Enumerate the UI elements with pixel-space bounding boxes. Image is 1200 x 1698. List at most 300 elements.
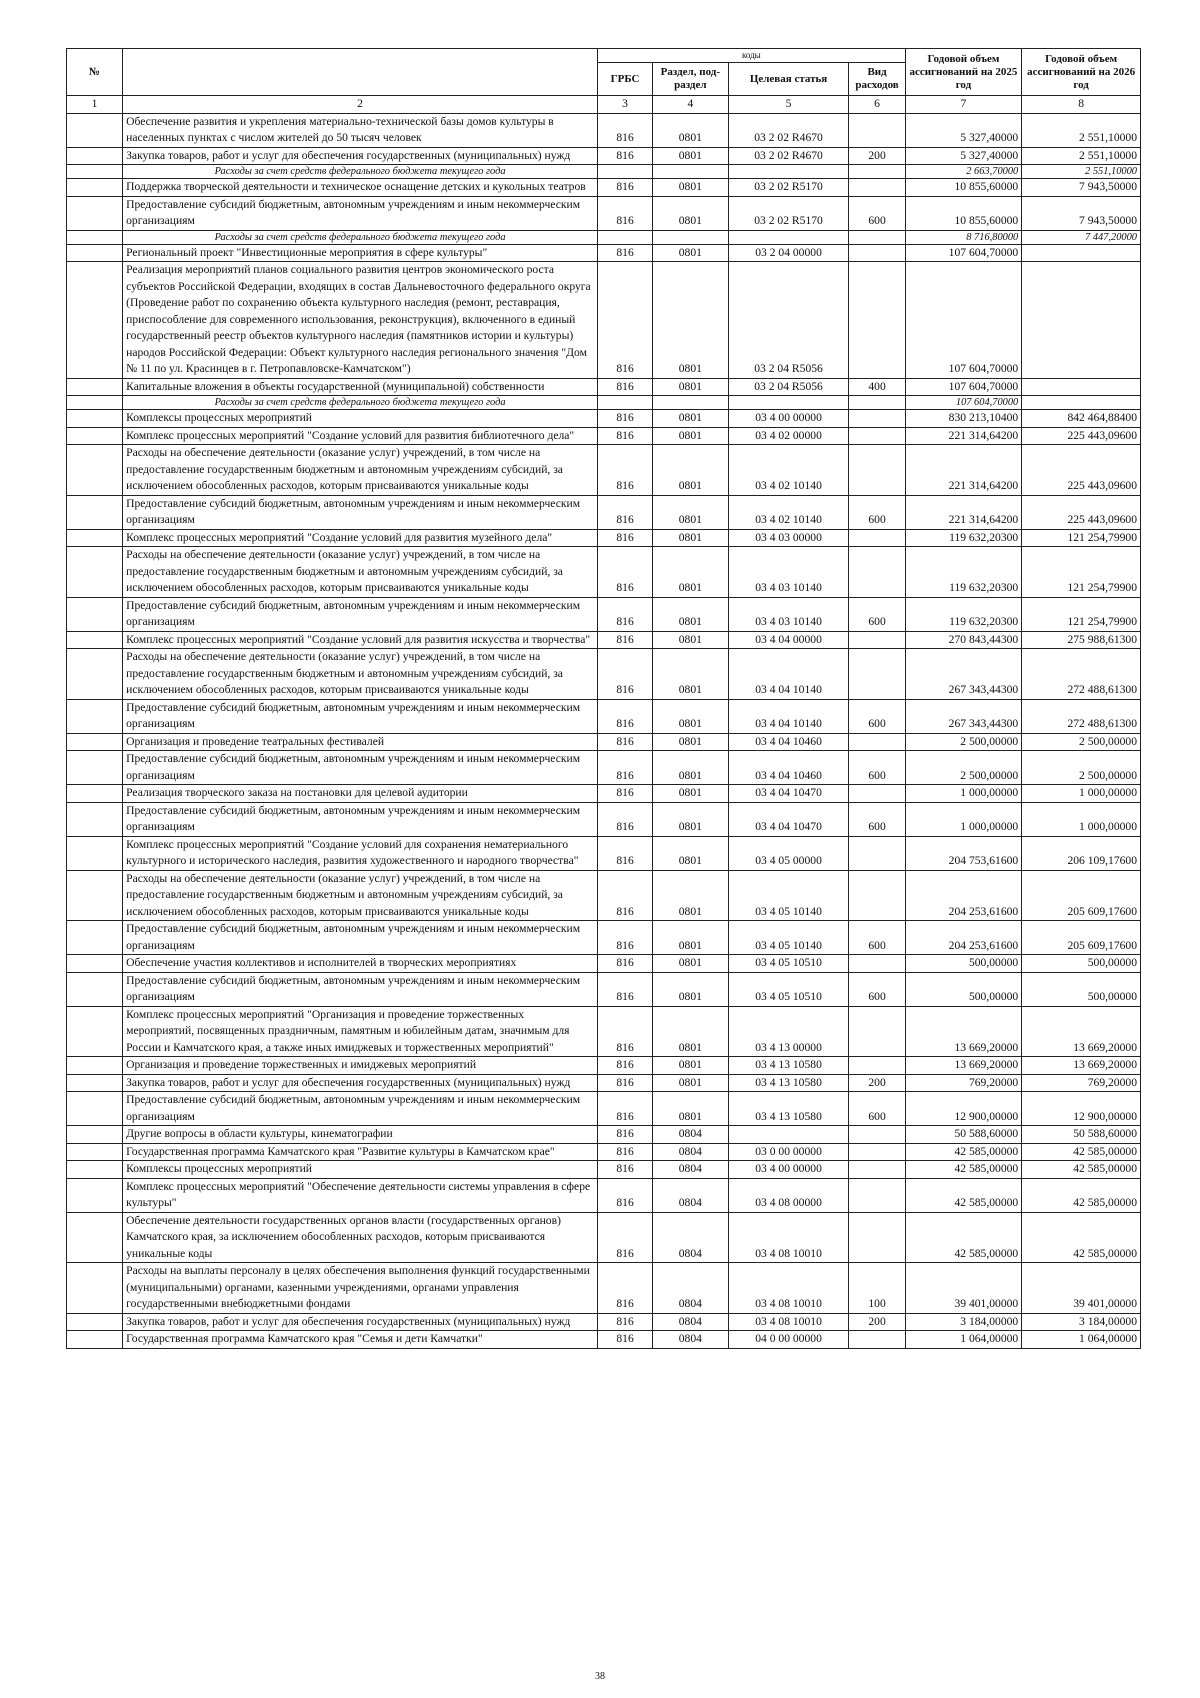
- row-number-cell: [67, 649, 123, 700]
- item-name: Комплекс процессных мероприятий "Обеспечение деятельности системы управления в сфере культуры": [123, 1178, 598, 1212]
- amount-2026: 1 000,00000: [1022, 802, 1141, 836]
- expense-kind: 100: [849, 1263, 905, 1314]
- item-name: Государственная программа Камчатского края "Развитие культуры в Камчатском крае": [123, 1143, 598, 1161]
- table-row: [67, 785, 1141, 803]
- table-row: [67, 1178, 1141, 1212]
- target-code: 03 4 05 10140: [728, 870, 849, 921]
- section-code: 0801: [653, 921, 729, 955]
- expense-kind: [849, 1057, 905, 1075]
- amount-2026: 13 669,20000: [1022, 1006, 1141, 1057]
- grbs-code: 816: [598, 1331, 653, 1349]
- grbs-code: [598, 230, 653, 244]
- grbs-code: 816: [598, 1092, 653, 1126]
- grbs-code: 816: [598, 1212, 653, 1263]
- amount-2026: [1022, 262, 1141, 379]
- grbs-code: [598, 396, 653, 410]
- row-number-cell: [67, 262, 123, 379]
- table-row: [67, 1313, 1141, 1331]
- section-code: 0801: [653, 649, 729, 700]
- row-number-cell: [67, 410, 123, 428]
- item-name: Комплекс процессных мероприятий "Организация и проведение торжественных мероприятий, посвященных праздничным, памятным и юбилейным датам, значимым для России и Камчатского края, а также иных имиджевых и торжественных мероприятий": [123, 1006, 598, 1057]
- amount-2025: 204 753,61600: [905, 836, 1022, 870]
- row-number-cell: [67, 870, 123, 921]
- row-number-cell: [67, 230, 123, 244]
- expense-kind: 600: [849, 972, 905, 1006]
- grbs-code: 816: [598, 972, 653, 1006]
- amount-2026: 2 500,00000: [1022, 751, 1141, 785]
- target-code: 03 4 03 10140: [728, 597, 849, 631]
- grbs-code: 816: [598, 785, 653, 803]
- amount-2025: 39 401,00000: [905, 1263, 1022, 1314]
- table-row: [67, 955, 1141, 973]
- expense-kind: [849, 165, 905, 179]
- item-name: Другие вопросы в области культуры, кинематографии: [123, 1126, 598, 1144]
- amount-2026: 13 669,20000: [1022, 1057, 1141, 1075]
- row-number-cell: [67, 751, 123, 785]
- amount-2026: 500,00000: [1022, 972, 1141, 1006]
- header-target: Целевая статья: [728, 63, 849, 96]
- grbs-code: 816: [598, 1057, 653, 1075]
- target-code: 03 2 02 R4670: [728, 113, 849, 147]
- amount-2026: 12 900,00000: [1022, 1092, 1141, 1126]
- header-row-codes: [67, 49, 1141, 63]
- expense-kind: [849, 733, 905, 751]
- item-name: Предоставление субсидий бюджетным, автономным учреждениям и иным некоммерческим организациям: [123, 751, 598, 785]
- amount-2025: 769,20000: [905, 1074, 1022, 1092]
- item-name: Предоставление субсидий бюджетным, автономным учреждениям и иным некоммерческим организациям: [123, 597, 598, 631]
- col-number: 2: [123, 96, 598, 114]
- amount-2026: 7 447,20000: [1022, 230, 1141, 244]
- amount-2026: 42 585,00000: [1022, 1178, 1141, 1212]
- item-name: Предоставление субсидий бюджетным, автономным учреждениям и иным некоммерческим организациям: [123, 495, 598, 529]
- table-row: [67, 597, 1141, 631]
- col-number: 1: [67, 96, 123, 114]
- table-row: [67, 427, 1141, 445]
- federal-funds-row: [67, 165, 1141, 179]
- table-row: [67, 733, 1141, 751]
- target-code: 03 4 05 10510: [728, 955, 849, 973]
- target-code: 03 4 04 10140: [728, 649, 849, 700]
- item-name: Расходы на обеспечение деятельности (оказание услуг) учреждений, в том числе на предоставление государственным бюджетным и автономным учреждениям субсидий, за исключением обособленных расходов, которым присваиваются уникальные коды: [123, 547, 598, 598]
- expense-kind: [849, 955, 905, 973]
- amount-2026: 121 254,79900: [1022, 597, 1141, 631]
- amount-2026: 2 551,10000: [1022, 165, 1141, 179]
- row-number-cell: [67, 1143, 123, 1161]
- target-code: 03 4 04 10460: [728, 733, 849, 751]
- amount-2026: 225 443,09600: [1022, 427, 1141, 445]
- grbs-code: 816: [598, 1006, 653, 1057]
- expense-kind: [849, 785, 905, 803]
- header-codes: коды: [598, 49, 906, 63]
- header-year-2026: Годовой объем ассигнований на 2026 год: [1022, 49, 1141, 96]
- amount-2026: [1022, 244, 1141, 262]
- item-name: Предоставление субсидий бюджетным, автономным учреждениям и иным некоммерческим организациям: [123, 972, 598, 1006]
- amount-2025: 12 900,00000: [905, 1092, 1022, 1126]
- federal-funds-row: [67, 230, 1141, 244]
- grbs-code: 816: [598, 1178, 653, 1212]
- col-number: 7: [905, 96, 1022, 114]
- grbs-code: 816: [598, 529, 653, 547]
- table-row: [67, 1161, 1141, 1179]
- item-name: Предоставление субсидий бюджетным, автономным учреждениям и иным некоммерческим организациям: [123, 1092, 598, 1126]
- target-code: 03 4 00 00000: [728, 410, 849, 428]
- amount-2026: 206 109,17600: [1022, 836, 1141, 870]
- table-row: [67, 1092, 1141, 1126]
- section-code: 0801: [653, 147, 729, 165]
- target-code: [728, 1126, 849, 1144]
- expense-kind: [849, 179, 905, 197]
- row-number-cell: [67, 529, 123, 547]
- budget-table: [66, 48, 1141, 1349]
- expense-kind: 400: [849, 378, 905, 396]
- amount-2025: 42 585,00000: [905, 1161, 1022, 1179]
- grbs-code: 816: [598, 836, 653, 870]
- item-name: Государственная программа Камчатского края "Семья и дети Камчатки": [123, 1331, 598, 1349]
- amount-2025: 107 604,70000: [905, 262, 1022, 379]
- amount-2025: 42 585,00000: [905, 1143, 1022, 1161]
- item-name: Расходы на обеспечение деятельности (оказание услуг) учреждений, в том числе на предоставление государственным бюджетным и автономным учреждениям субсидий, за исключением обособленных расходов, которым присваиваются уникальные коды: [123, 649, 598, 700]
- amount-2025: 13 669,20000: [905, 1006, 1022, 1057]
- target-code: [728, 165, 849, 179]
- table-row: [67, 262, 1141, 379]
- amount-2026: 272 488,61300: [1022, 699, 1141, 733]
- amount-2026: 272 488,61300: [1022, 649, 1141, 700]
- expense-kind: [849, 1331, 905, 1349]
- table-row: [67, 1263, 1141, 1314]
- amount-2026: 1 064,00000: [1022, 1331, 1141, 1349]
- target-code: 03 4 05 00000: [728, 836, 849, 870]
- table-row: [67, 1057, 1141, 1075]
- grbs-code: 816: [598, 378, 653, 396]
- section-code: 0801: [653, 751, 729, 785]
- grbs-code: 816: [598, 244, 653, 262]
- grbs-code: 816: [598, 649, 653, 700]
- target-code: 03 4 08 00000: [728, 1178, 849, 1212]
- amount-2025: 107 604,70000: [905, 396, 1022, 410]
- expense-kind: 600: [849, 1092, 905, 1126]
- amount-2025: 270 843,44300: [905, 631, 1022, 649]
- expense-kind: [849, 1212, 905, 1263]
- amount-2026: 500,00000: [1022, 955, 1141, 973]
- section-code: 0804: [653, 1126, 729, 1144]
- table-row: [67, 196, 1141, 230]
- amount-2026: 2 551,10000: [1022, 147, 1141, 165]
- row-number-cell: [67, 147, 123, 165]
- expense-kind: [849, 396, 905, 410]
- expense-kind: [849, 230, 905, 244]
- amount-2025: 8 716,80000: [905, 230, 1022, 244]
- section-code: [653, 396, 729, 410]
- section-code: 0801: [653, 244, 729, 262]
- row-number-cell: [67, 179, 123, 197]
- amount-2026: 225 443,09600: [1022, 445, 1141, 496]
- row-number-cell: [67, 921, 123, 955]
- section-code: 0801: [653, 427, 729, 445]
- target-code: 03 4 05 10140: [728, 921, 849, 955]
- row-number-cell: [67, 1074, 123, 1092]
- target-code: 03 4 08 10010: [728, 1212, 849, 1263]
- expense-kind: [849, 1178, 905, 1212]
- section-code: 0801: [653, 631, 729, 649]
- item-name: Предоставление субсидий бюджетным, автономным учреждениям и иным некоммерческим организациям: [123, 802, 598, 836]
- amount-2025: 221 314,64200: [905, 445, 1022, 496]
- row-number-cell: [67, 699, 123, 733]
- target-code: 03 4 02 10140: [728, 445, 849, 496]
- item-name: Поддержка творческой деятельности и техническое оснащение детских и кукольных театров: [123, 179, 598, 197]
- table-row: [67, 972, 1141, 1006]
- grbs-code: 816: [598, 179, 653, 197]
- item-name: Капитальные вложения в объекты государственной (муниципальной) собственности: [123, 378, 598, 396]
- table-row: [67, 751, 1141, 785]
- table-row: [67, 921, 1141, 955]
- amount-2026: 3 184,00000: [1022, 1313, 1141, 1331]
- amount-2026: 121 254,79900: [1022, 547, 1141, 598]
- col-number: 8: [1022, 96, 1141, 114]
- amount-2025: 42 585,00000: [905, 1212, 1022, 1263]
- budget-sheet: [66, 48, 1141, 1349]
- amount-2025: 204 253,61600: [905, 921, 1022, 955]
- amount-2025: 267 343,44300: [905, 649, 1022, 700]
- table-row: [67, 547, 1141, 598]
- expense-kind: [849, 836, 905, 870]
- amount-2026: 42 585,00000: [1022, 1143, 1141, 1161]
- row-number-cell: [67, 631, 123, 649]
- section-code: 0801: [653, 802, 729, 836]
- grbs-code: 816: [598, 196, 653, 230]
- header-name: [123, 49, 598, 96]
- header-year-2025: Годовой объем ассигнований на 2025 год: [905, 49, 1022, 96]
- section-code: 0801: [653, 196, 729, 230]
- table-row: [67, 1074, 1141, 1092]
- header-number: №: [67, 49, 123, 96]
- grbs-code: 816: [598, 1126, 653, 1144]
- section-code: 0801: [653, 547, 729, 598]
- amount-2025: 5 327,40000: [905, 113, 1022, 147]
- amount-2025: 119 632,20300: [905, 547, 1022, 598]
- row-number-cell: [67, 1057, 123, 1075]
- amount-2026: 7 943,50000: [1022, 196, 1141, 230]
- grbs-code: 816: [598, 597, 653, 631]
- grbs-code: 816: [598, 921, 653, 955]
- col-number: 4: [653, 96, 729, 114]
- expense-kind: [849, 649, 905, 700]
- item-name: Обеспечение деятельности государственных органов власти (государственных органов) Камчатского края, за исключением обособленных расходов, которым присваиваются уникальные коды: [123, 1212, 598, 1263]
- row-number-cell: [67, 396, 123, 410]
- table-row: [67, 870, 1141, 921]
- section-code: 0801: [653, 1074, 729, 1092]
- target-code: 03 4 13 10580: [728, 1092, 849, 1126]
- amount-2025: 500,00000: [905, 955, 1022, 973]
- section-code: 0801: [653, 495, 729, 529]
- amount-2025: 221 314,64200: [905, 427, 1022, 445]
- amount-2025: 107 604,70000: [905, 244, 1022, 262]
- section-code: 0804: [653, 1263, 729, 1314]
- target-code: 03 4 02 10140: [728, 495, 849, 529]
- row-number-cell: [67, 378, 123, 396]
- table-row: [67, 179, 1141, 197]
- row-number-cell: [67, 785, 123, 803]
- row-number-cell: [67, 836, 123, 870]
- section-code: 0801: [653, 262, 729, 379]
- amount-2026: 2 500,00000: [1022, 733, 1141, 751]
- row-number-cell: [67, 445, 123, 496]
- row-number-cell: [67, 547, 123, 598]
- expense-kind: 600: [849, 597, 905, 631]
- section-code: 0801: [653, 955, 729, 973]
- item-name: Обеспечение участия коллективов и исполнителей в творческих мероприятиях: [123, 955, 598, 973]
- expense-kind: 600: [849, 921, 905, 955]
- item-name: Расходы за счет средств федерального бюджета текущего года: [123, 396, 598, 410]
- row-number-cell: [67, 113, 123, 147]
- grbs-code: [598, 165, 653, 179]
- amount-2026: [1022, 396, 1141, 410]
- grbs-code: 816: [598, 410, 653, 428]
- amount-2026: 205 609,17600: [1022, 870, 1141, 921]
- table-row: [67, 836, 1141, 870]
- section-code: 0801: [653, 836, 729, 870]
- amount-2026: 769,20000: [1022, 1074, 1141, 1092]
- section-code: 0801: [653, 445, 729, 496]
- amount-2025: 1 000,00000: [905, 785, 1022, 803]
- col-number: 6: [849, 96, 905, 114]
- table-row: [67, 113, 1141, 147]
- amount-2026: [1022, 378, 1141, 396]
- row-number-cell: [67, 1263, 123, 1314]
- expense-kind: [849, 427, 905, 445]
- row-number-cell: [67, 1092, 123, 1126]
- item-name: Комплекс процессных мероприятий "Создание условий для развития музейного дела": [123, 529, 598, 547]
- amount-2025: 2 500,00000: [905, 751, 1022, 785]
- row-number-cell: [67, 972, 123, 1006]
- expense-kind: [849, 445, 905, 496]
- amount-2025: 1 000,00000: [905, 802, 1022, 836]
- row-number-cell: [67, 1178, 123, 1212]
- amount-2025: 3 184,00000: [905, 1313, 1022, 1331]
- target-code: 03 4 03 10140: [728, 547, 849, 598]
- row-number-cell: [67, 1126, 123, 1144]
- row-number-cell: [67, 597, 123, 631]
- item-name: Реализация мероприятий планов социального развития центров экономического роста субъектов Российской Федерации, входящих в состав Дальневосточного федерального округа (Проведение работ по сохранению объекта культурного наследия (ремонт, реставрация, приспособление для современного использования, реконструкция), включенного в единый государственный реестр объектов культурного наследия (памятников истории и культуры) народов Российской Федерации: Объект культурного наследия регионального значения "Дом № 11 по ул. Красинцев в г. Петропавловске-Камчатском"): [123, 262, 598, 379]
- section-code: 0801: [653, 785, 729, 803]
- item-name: Обеспечение развития и укрепления материально-технической базы домов культуры в населенных пунктах с числом жителей до 50 тысяч человек: [123, 113, 598, 147]
- grbs-code: 816: [598, 1161, 653, 1179]
- item-name: Реализация творческого заказа на постановки для целевой аудитории: [123, 785, 598, 803]
- item-name: Расходы на обеспечение деятельности (оказание услуг) учреждений, в том числе на предоставление государственным бюджетным и автономным учреждениям субсидий, за исключением обособленных расходов, которым присваиваются уникальные коды: [123, 870, 598, 921]
- amount-2026: 39 401,00000: [1022, 1263, 1141, 1314]
- amount-2025: 10 855,60000: [905, 196, 1022, 230]
- expense-kind: [849, 529, 905, 547]
- amount-2025: 119 632,20300: [905, 597, 1022, 631]
- amount-2026: 205 609,17600: [1022, 921, 1141, 955]
- item-name: Комплекс процессных мероприятий "Создание условий для сохранения нематериального культурного и исторического наследия, развития художественного и народного творчества": [123, 836, 598, 870]
- grbs-code: 816: [598, 870, 653, 921]
- grbs-code: 816: [598, 955, 653, 973]
- expense-kind: 200: [849, 1313, 905, 1331]
- section-code: [653, 230, 729, 244]
- amount-2026: 7 943,50000: [1022, 179, 1141, 197]
- grbs-code: 816: [598, 733, 653, 751]
- grbs-code: 816: [598, 262, 653, 379]
- expense-kind: [849, 547, 905, 598]
- expense-kind: 600: [849, 196, 905, 230]
- target-code: 04 0 00 00000: [728, 1331, 849, 1349]
- section-code: [653, 165, 729, 179]
- item-name: Закупка товаров, работ и услуг для обеспечения государственных (муниципальных) нужд: [123, 1313, 598, 1331]
- amount-2026: 42 585,00000: [1022, 1212, 1141, 1263]
- target-code: 03 2 04 R5056: [728, 262, 849, 379]
- section-code: 0801: [653, 733, 729, 751]
- expense-kind: [849, 870, 905, 921]
- col-number: 3: [598, 96, 653, 114]
- table-row: [67, 445, 1141, 496]
- row-number-cell: [67, 733, 123, 751]
- amount-2026: 842 464,88400: [1022, 410, 1141, 428]
- item-name: Комплексы процессных мероприятий: [123, 1161, 598, 1179]
- expense-kind: [849, 410, 905, 428]
- amount-2025: 1 064,00000: [905, 1331, 1022, 1349]
- item-name: Закупка товаров, работ и услуг для обеспечения государственных (муниципальных) нужд: [123, 1074, 598, 1092]
- amount-2026: 275 988,61300: [1022, 631, 1141, 649]
- grbs-code: 816: [598, 1263, 653, 1314]
- section-code: 0801: [653, 529, 729, 547]
- row-number-cell: [67, 165, 123, 179]
- table-row: [67, 378, 1141, 396]
- grbs-code: 816: [598, 147, 653, 165]
- target-code: 03 0 00 00000: [728, 1143, 849, 1161]
- expense-kind: 200: [849, 1074, 905, 1092]
- grbs-code: 816: [598, 751, 653, 785]
- amount-2025: 13 669,20000: [905, 1057, 1022, 1075]
- row-number-cell: [67, 1331, 123, 1349]
- amount-2026: 225 443,09600: [1022, 495, 1141, 529]
- item-name: Предоставление субсидий бюджетным, автономным учреждениям и иным некоммерческим организациям: [123, 196, 598, 230]
- grbs-code: 816: [598, 427, 653, 445]
- target-code: 03 4 04 00000: [728, 631, 849, 649]
- row-number-cell: [67, 427, 123, 445]
- target-code: 03 4 04 10460: [728, 751, 849, 785]
- amount-2025: 119 632,20300: [905, 529, 1022, 547]
- item-name: Расходы за счет средств федерального бюджета текущего года: [123, 165, 598, 179]
- table-row: [67, 147, 1141, 165]
- table-row: [67, 244, 1141, 262]
- target-code: 03 4 00 00000: [728, 1161, 849, 1179]
- grbs-code: 816: [598, 699, 653, 733]
- amount-2026: 121 254,79900: [1022, 529, 1141, 547]
- item-name: Организация и проведение торжественных и имиджевых мероприятий: [123, 1057, 598, 1075]
- header-grbs: ГРБС: [598, 63, 653, 96]
- item-name: Организация и проведение театральных фестивалей: [123, 733, 598, 751]
- amount-2025: 267 343,44300: [905, 699, 1022, 733]
- amount-2026: 1 000,00000: [1022, 785, 1141, 803]
- row-number-cell: [67, 1161, 123, 1179]
- expense-kind: [849, 1006, 905, 1057]
- expense-kind: [849, 244, 905, 262]
- target-code: 03 4 08 10010: [728, 1263, 849, 1314]
- grbs-code: 816: [598, 1143, 653, 1161]
- target-code: 03 4 04 10140: [728, 699, 849, 733]
- section-code: 0801: [653, 972, 729, 1006]
- expense-kind: [849, 1161, 905, 1179]
- item-name: Предоставление субсидий бюджетным, автономным учреждениям и иным некоммерческим организациям: [123, 699, 598, 733]
- budget-body: [67, 113, 1141, 1348]
- amount-2025: 830 213,10400: [905, 410, 1022, 428]
- target-code: 03 4 13 10580: [728, 1057, 849, 1075]
- target-code: 03 4 02 00000: [728, 427, 849, 445]
- item-name: Расходы на обеспечение деятельности (оказание услуг) учреждений, в том числе на предоставление государственным бюджетным и автономным учреждениям субсидий, за исключением обособленных расходов, которым присваиваются уникальные коды: [123, 445, 598, 496]
- table-row: [67, 1212, 1141, 1263]
- expense-kind: [849, 1143, 905, 1161]
- row-number-cell: [67, 1212, 123, 1263]
